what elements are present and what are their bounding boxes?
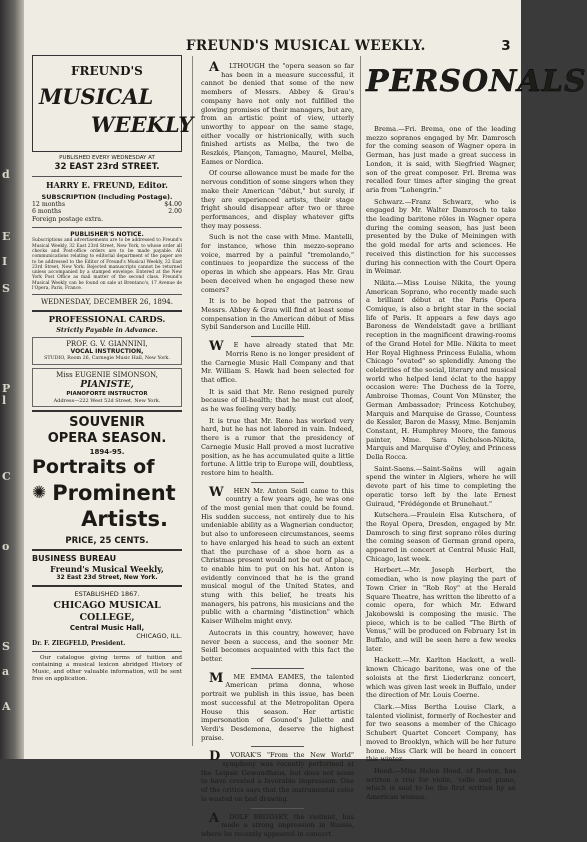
souvenir-line2: OPERA SEASON. xyxy=(47,431,167,447)
article-paragraph: It is said that Mr. Reno resigned purely because of ill-health; that he must cut aloof, as he was feeling very badly. xyxy=(201,387,354,414)
right-column xyxy=(366,62,587,805)
column-divider xyxy=(360,56,361,746)
article-text: HEN Mr. Anton Seidl came to this country a few years ago, he was one of the most genial men that could be found. His sudden success, not entirely due to his undeniable ability as a Wagnerian conductor, but also to unforeseen circumstances, seems to have enlarged his head to such an extent that the purchase of a shoe horn as a Christmas present would not be out of place, to enable him to put on his hat. Anton is evidently convinced that he is the grand musical mogul of the United States, and stung with this belief, he treats his managers, his patrons, his musicians and the public with a charming "distinction" which Kaiser Wilhelm might envy. xyxy=(201,486,354,626)
simonson-address: Address—222 West 52d Street, New York. xyxy=(53,397,161,404)
subscription-12-label: 12 months xyxy=(32,200,66,208)
college-catalogue: Our catalogue giving terms of tuition and containing a musical lexicon abridged History of Music, and other valuable information, will be sent free on application. xyxy=(32,654,182,682)
logo-musical: MUSICAL xyxy=(39,84,154,109)
newspaper-page xyxy=(24,0,587,838)
article-eames xyxy=(201,670,354,743)
business-bureau-ad xyxy=(32,554,182,582)
spine-fragment: S xyxy=(2,640,10,653)
spine-fragment: l xyxy=(2,394,7,407)
article-text: E have already stated that Mr. Morris Reno is no longer president of the Carnegie Music Hall Company and that Mr. William S. Hawk had been selected for that office. xyxy=(201,341,354,384)
article-dvorak xyxy=(201,751,354,803)
article-reno xyxy=(201,341,354,385)
subscription-row xyxy=(32,201,182,209)
spine-fragment: A xyxy=(2,700,11,713)
bureau-title: BUSINESS BUREAU xyxy=(32,554,117,564)
published-line: PUBLISHED EVERY WEDNESDAY AT xyxy=(59,155,155,161)
college-ad xyxy=(32,590,182,683)
page-title: FREUND'S MUSICAL WEEKLY. xyxy=(186,38,426,54)
giannini-card xyxy=(32,337,182,365)
spine-fragment: S xyxy=(2,282,10,295)
dropcap-d: D xyxy=(209,749,221,765)
college-established: ESTABLISHED 1867. xyxy=(74,589,140,598)
personal-brema: Brema.—Fri. Brema, one of the leading mezzo sopranos engaged by Mr. Damrosch for the coming season of Wagner opera in German, has just made a great success in London, it is said, with Siegfried Wagner, son of the great composer. Frl. Brema was recalled four times after singing the great aria from "Lohengrin." xyxy=(366,125,516,194)
binding-spine xyxy=(0,0,24,759)
souvenir-price: PRICE, 25 CENTS. xyxy=(65,535,149,546)
souvenir-artists: Artists. xyxy=(81,507,168,532)
personal-schwarz: Schwarz.—Franz Schwarz, who is engaged by Mr. Walter Damrosch to take the leading baritone rôles in Wagner opera during the coming season, has just been presented by the Duke of Meiningen with the gold medal for arts and sciences. He received this distinction for his successes during his connection with the Court Opera in Weimar. xyxy=(366,197,516,276)
page-number: 3 xyxy=(501,38,511,54)
article-paragraph: Autocrats in this country, however, have never been a success, and the sooner Mr. Seidl becomes acquainted with this fact the better. xyxy=(201,628,354,663)
dropcap-w: W xyxy=(209,339,224,355)
article-paragraph: It is to be hoped that the patrons of Messrs. Abbey & Grau will find at least some compensation in the American début of Miss Sybil Sanderson and Lucille Hill. xyxy=(201,297,354,332)
simonson-instructor: PIANOFORTE INSTRUCTOR xyxy=(66,390,148,397)
subscription-row xyxy=(32,208,182,216)
article-opera-season xyxy=(201,62,354,166)
college-hall: Central Music Hall, xyxy=(69,623,145,632)
article-text: VORAK'S "From the New World" symphony was recently performed at the Leipsic Gewandhaus, but does not seem to have created a favorable impression. One of the critics says that the instrumental color is wasted on bad drawing. xyxy=(201,751,354,803)
article-paragraph: It is true that Mr. Reno has worked very hard, but he has not labored in vain. Indeed, there is a rumor that the presidency of Carnegie Music Hall proved a most lucrative position, as he has accumulated quite a little fortune. A little trip to Europe will, doubtless, restore him to health. xyxy=(201,416,354,477)
spine-fragment: a xyxy=(2,665,10,678)
spine-fragment: P xyxy=(2,382,11,395)
article-paragraph: Such is not the case with Mme. Mantelli, for instance, whose thin mezzo-soprano voice, marred by a painful "tremolando," continues to jeopardize the success of the operas in which she appears. Has Mr. Grau been deceived when he engaged these new comers? xyxy=(201,233,354,294)
masthead-address: 32 EAST 23rd STREET. xyxy=(54,161,160,172)
dropcap-a: A xyxy=(209,60,220,75)
article-brodsky xyxy=(201,810,354,839)
souvenir-portraits: Portraits of xyxy=(32,456,155,479)
personal-clark: Clark.—Miss Bertha Louise Clark, a talented violinist, formerly of Rochester and for two seasons a member of the Chicago Schubert Quartet Concert Company, has moved to Brooklyn, which will be her future home. Miss Clark will be heard in concert this winter. xyxy=(366,703,516,764)
bureau-address: 32 East 23d Street, New York. xyxy=(56,574,158,582)
spine-fragment: o xyxy=(2,540,10,553)
souvenir-prominent: Prominent xyxy=(52,481,176,506)
dropcap-a: A xyxy=(209,810,220,826)
dropcap-m: M xyxy=(209,670,224,686)
subscription-6-label: 6 months xyxy=(32,208,62,216)
spine-fragment: d xyxy=(2,168,10,181)
souvenir-years: 1894-95. xyxy=(89,447,125,456)
editor-line: HARRY E. FREUND, Editor. xyxy=(46,179,168,190)
left-column xyxy=(32,55,194,683)
notice-title: PUBLISHER'S NOTICE. xyxy=(70,230,144,238)
spine-fragment: I xyxy=(2,255,8,268)
spine-fragment: C xyxy=(2,470,11,483)
personals-heading xyxy=(366,62,587,121)
bureau-weekly: Freund's Musical Weekly, xyxy=(50,564,164,575)
subscription-foreign: Foreign postage extra. xyxy=(32,216,104,224)
personal-nikita: Nikita.—Miss Louise Nikita, the young American Soprano, who recently made such a brilliant début at the Paris Opera Comique, is also a bright star in the social life of Paris. It appears a few days ago Baroness de Wendelstadt gave a brilliant reception in the magnificent drawing-rooms of the Grand Hotel for Mlle. Nikita to meet Her Royal Highness Princess Eulalia, whom Chicago "ovated" so splendidly. Among the celebrities of the social, literary and musical world who helped lend éclat to the happy occasion were: The Duchess de la Torre, Ambroise Thomas, Count Von Münster, the German Ambassador; Princess Kotchubey, Marquis and Marquise de Grasse, Countess de Kessler, Baron de Massy, Mme. Benjamin Constant, H. Humphrey Moore, the famous painter, Mme. Sara Nicholson-Nikita, Marquis and Marquise d'Oyley, and Princess Della Rocca. xyxy=(366,278,516,462)
personal-hackett: Hackett.—Mr. Karlton Hackett, a well-known Chicago baritone, was one of the soloists at the first Liederkranz concert, which was given last week in Buffalo, under the direction of Mr. Louis Coerne. xyxy=(366,656,516,700)
article-text: LTHOUGH the "opera season so far has been in a measure successful, it cannot be denied that some of the new members of Messrs. Abbey & Grau's company have not only not fulfilled the glowing promises of their managers, but are, from an artistic point of view, utterly unworthy to appear on the same stage, either vocally or histrionically, with such finished artists as Melba, the two de Reszkés, Plançon, Tamagno, Maurel, Melba, Eames or Nordica. xyxy=(201,62,354,166)
souvenir-line1: SOUVENIR xyxy=(69,415,145,431)
dropcap-w: W xyxy=(209,484,224,500)
simonson-name: Miss EUGENIE SIMONSON, xyxy=(56,370,158,379)
college-president: Dr. F. ZIEGFELD, President. xyxy=(32,640,126,648)
personal-kutschera: Kutschera.—Fraulein Elsa Kutschera, of the Royal Opera, Dresden, engaged by Mr. Damrosch to sing first soprano rôles during the coming season of German grand opera, appeared in concert at Central Music Hall, Chicago, last week. xyxy=(366,511,516,563)
issue-date: WEDNESDAY, DECEMBER 26, 1894. xyxy=(40,298,173,307)
giannini-role: VOCAL INSTRUCTION, xyxy=(70,348,144,356)
personal-herbert: Herbert.—Mr. Joseph Herbert, the comedian, who is now playing the part of Town Crier in "Rob Roy" at the Herald Square Theatre, has written the libretto of a comic opera, for which Mr. Edward Jakobowski is composing the music. The piece, which is to be called "The Birth of Venus," will be produced on February 1st in Buffalo, and will be seen here a few weeks later. xyxy=(366,566,516,653)
subscription-title: SUBSCRIPTION (Including Postage). xyxy=(41,192,173,201)
article-text: ME EMMA EAMES, the talented American prima donna, whose portrait we publish in this issue, has been most successful at the Metropolitan Opera House this season. Her artistic impersonation of Gounod's Juliette and Verdi's Desdemona, deserve the highest praise. xyxy=(201,672,354,742)
giannini-address: STUDIO, Room 26, Carnegie Music Hall, New York. xyxy=(44,355,170,361)
cards-subtitle: Strictly Payable in Advance. xyxy=(56,325,158,334)
article-seidl xyxy=(201,484,354,626)
simonson-role: PIANISTE, xyxy=(80,379,134,390)
personals-title: PERSONALS xyxy=(366,64,587,99)
article-text: DOLF BRODSKY, the violinist, has made a strong impression in Russia, where he recently appeared in concert. xyxy=(201,812,354,838)
personal-hood: Hood.—Miss Helen Hood, of Boston, has written a trio for violin, 'cello and piano, which is said to be the first written by an American woman. xyxy=(366,766,516,802)
article-paragraph: Of course allowance must be made for the nervous condition of some singers when they make their American "début," but surely, if they are experienced artists, their stage fright should disappear after two or three performances, and display whatever gifts they may possess. xyxy=(201,169,354,230)
logo-freunds: FREUND'S xyxy=(71,64,143,78)
subscription-12-price: $4.00 xyxy=(164,200,182,208)
logo-weekly: WEEKLY xyxy=(91,112,194,137)
column-divider xyxy=(192,56,193,746)
subscription-6-price: 2.00 xyxy=(168,208,182,216)
spine-fragment: E xyxy=(2,230,11,243)
college-city: CHICAGO, ILL. xyxy=(136,632,182,641)
notice-text: Subscriptions and advertisements are to be addressed to Freund's Musical Weekly, 32 East 23rd Street, New York, to whose order all checks and Post-office orders are to be made payable. All communications relating to editorial department of the paper are to be addressed to the Editor of Freund's Musical Weekly, 32 East 23rd Street, New York. Rejected manuscripts cannot be returned unless accompanied by a stamped envelope. Entered at the New York Post Office as mail matter of the second class. Freund's Musical Weekly can be found on sale at Brentano's, 17 Avenue de l'Opera, Paris, France. xyxy=(32,238,182,291)
giannini-name: PROF. G. V. GIANNINI, xyxy=(66,339,148,348)
college-name: CHICAGO MUSICAL COLLEGE, xyxy=(53,599,161,623)
middle-column xyxy=(201,62,354,842)
masthead-logo xyxy=(32,55,194,152)
simonson-card xyxy=(32,368,182,407)
personal-saint-saens: Saint-Saens.—Saint-Saëns will again spend the winter in Algiers, where he will devote part of his time to completing the operatic torso left by the late Ernest Guiraud, "Frédégonde et Brunehaut." xyxy=(366,464,516,508)
souvenir-ad xyxy=(32,415,182,546)
rosette-icon: ✺ xyxy=(32,482,47,503)
cards-title: PROFESSIONAL CARDS. xyxy=(48,314,166,325)
